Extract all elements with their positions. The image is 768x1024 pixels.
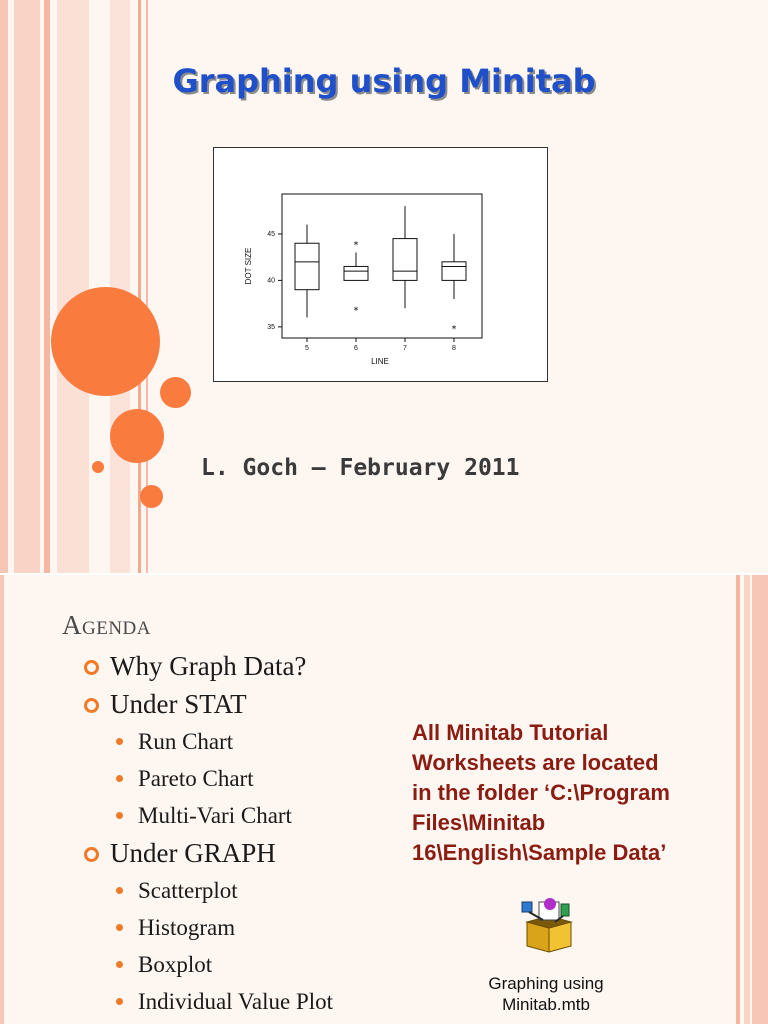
agenda-item	[84, 946, 333, 983]
decor-circle	[110, 409, 164, 463]
dot-bullet-icon	[116, 887, 123, 894]
y-tick-label: 45	[267, 230, 275, 238]
x-tick-label: 8	[452, 345, 456, 352]
agenda-heading: Agenda	[62, 610, 151, 640]
decor-circle	[51, 287, 160, 396]
boxplot-chart	[213, 147, 548, 382]
y-tick-label: 40	[267, 277, 275, 285]
box	[393, 239, 417, 281]
agenda-item-label: Histogram	[138, 915, 236, 940]
note-line: Files\Minitab	[412, 810, 546, 835]
decor-circle	[160, 377, 191, 408]
x-tick-label: 7	[403, 345, 407, 352]
outlier-marker: *	[353, 305, 359, 317]
file-label-line: Graphing using	[488, 974, 604, 993]
box	[442, 262, 466, 281]
author-date: L. Goch – February 2011	[201, 455, 520, 481]
ring-bullet-icon	[84, 660, 99, 675]
dot-bullet-icon	[116, 775, 123, 782]
agenda-section	[84, 685, 333, 723]
agenda-item	[84, 723, 333, 760]
agenda-item-label: Boxplot	[138, 952, 213, 977]
dot-bullet-icon	[116, 812, 123, 819]
agenda-list	[84, 647, 333, 1020]
dot-bullet-icon	[116, 998, 123, 1005]
dot-bullet-icon	[116, 738, 123, 745]
agenda-item	[84, 872, 333, 909]
stripe	[744, 575, 750, 1024]
agenda-item-label: Scatterplot	[138, 878, 238, 903]
stripe	[0, 575, 4, 1024]
dot-bullet-icon	[116, 961, 123, 968]
agenda-section-label: Under STAT	[110, 689, 247, 719]
agenda-item-label: Multi-Vari Chart	[138, 803, 292, 828]
agenda-section-label: Why Graph Data?	[110, 651, 307, 681]
note-line: in the folder ‘C:\Program	[412, 780, 670, 805]
agenda-item	[84, 797, 333, 834]
decor-circle	[92, 461, 104, 473]
agenda-item-label: Individual Value Plot	[138, 989, 334, 1014]
ring-bullet-icon	[84, 698, 99, 713]
agenda-item	[84, 983, 333, 1020]
x-tick-label: 6	[354, 345, 358, 352]
file-label[interactable]	[460, 973, 632, 1015]
y-tick-label: 35	[267, 323, 275, 331]
box	[295, 243, 319, 289]
x-axis-label: LINE	[371, 357, 389, 366]
outlier-marker: *	[353, 240, 359, 252]
box	[344, 266, 368, 280]
note-line: All Minitab Tutorial	[412, 720, 609, 745]
tutorial-note	[412, 718, 742, 868]
agenda-item	[84, 760, 333, 797]
note-line: 16\English\Sample Data’	[412, 840, 667, 865]
dot-bullet-icon	[116, 924, 123, 931]
file-label-line: Minitab.mtb	[502, 995, 590, 1014]
agenda-section	[84, 647, 333, 685]
y-axis-label: DOT SIZE	[244, 247, 253, 285]
agenda-item	[84, 909, 333, 946]
outlier-marker: *	[451, 323, 457, 335]
worksheet-file-icon[interactable]	[519, 898, 579, 954]
slide-title: Graphing using Minitab	[172, 62, 596, 100]
ring-bullet-icon	[84, 847, 99, 862]
agenda-item-label: Run Chart	[138, 729, 234, 754]
note-line: Worksheets are located	[412, 750, 659, 775]
agenda-section	[84, 834, 333, 872]
decor-circle	[140, 485, 163, 508]
agenda-slide	[0, 575, 768, 1024]
boxplot-svg	[214, 148, 547, 381]
agenda-item-label: Pareto Chart	[138, 766, 254, 791]
stripe	[752, 575, 768, 1024]
x-tick-label: 5	[305, 345, 309, 352]
agenda-section-label: Under GRAPH	[110, 838, 276, 868]
